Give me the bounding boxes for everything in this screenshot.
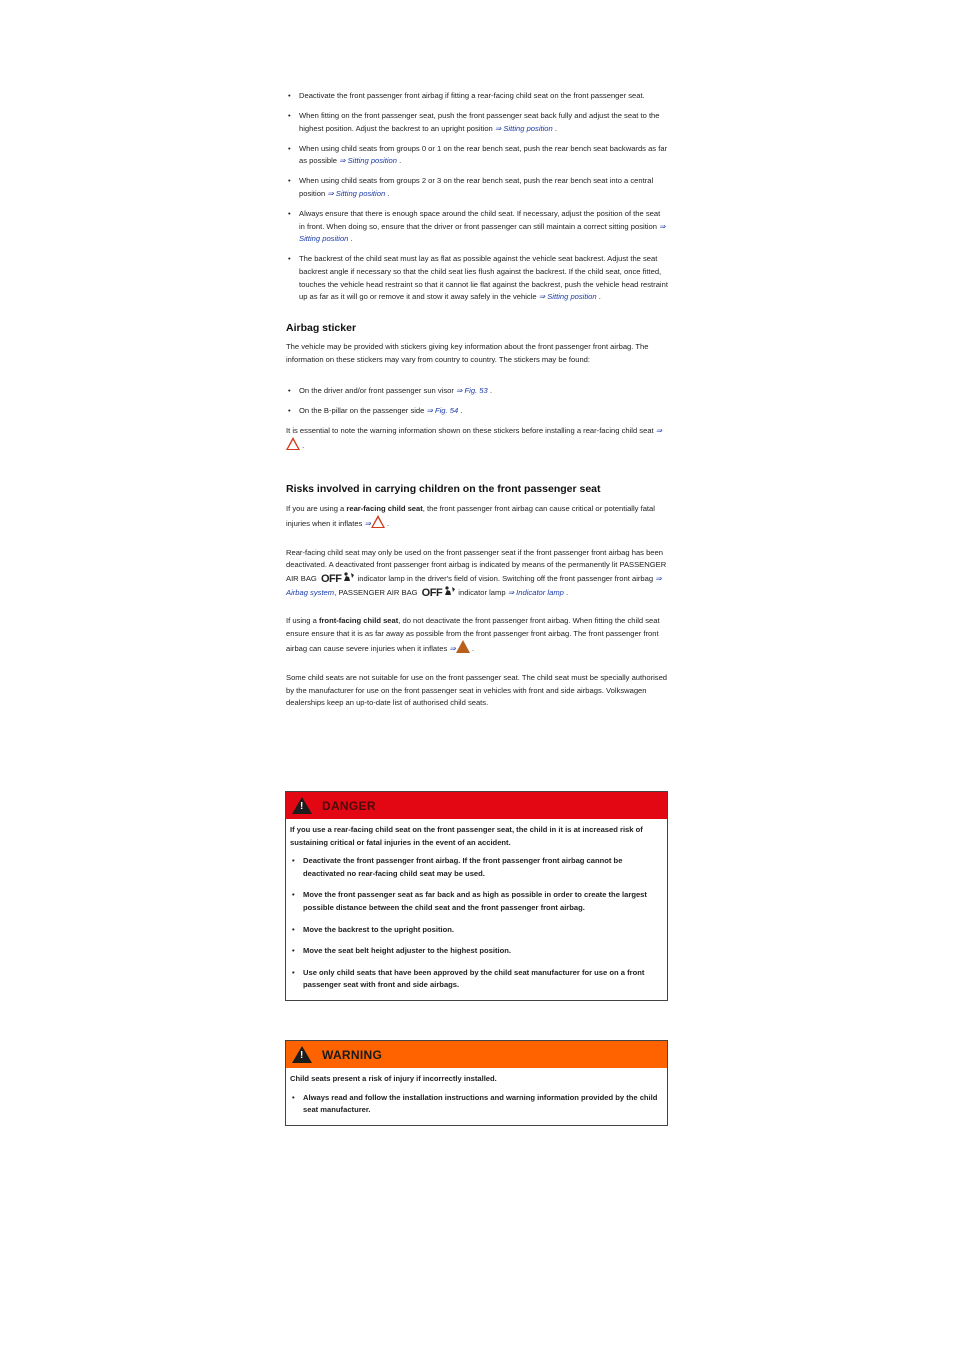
list-item: • Always ensure that there is enough space around the child seat. If necessary, adjust the position of the seat in front. When doing so, ensure that the driver or front passenger can still maintain a correct sitting position ⇒ Sitting position . — [286, 208, 668, 246]
sitting-position-link[interactable]: ⇒ Sitting position — [327, 189, 386, 199]
paragraph: If using a front-facing child seat, do not deactivate the front passenger front airbag. When fitting the child seat ensure ensure that it is as far away as possible from the front passenger front airbag. The front passenger front airbag can cause severe injuries when it inflates ⇒ . — [286, 616, 660, 654]
passenger-airbag-off-icon: OFF — [320, 572, 342, 585]
warning-ref-link[interactable]: ⇒ — [365, 519, 385, 528]
warning-triangle-icon — [371, 515, 385, 528]
paragraph: If you are using a rear-facing child seat, the front passenger front airbag can cause critical or potentially fatal injuries when it inflates ⇒ . — [286, 503, 655, 529]
sitting-position-link[interactable]: ⇒ Sitting position — [339, 156, 397, 166]
sitting-position-link[interactable]: ⇒ Sitting position — [538, 292, 597, 302]
danger-title: DANGER — [322, 798, 376, 813]
warning-header — [286, 1041, 667, 1068]
warning-box — [285, 1040, 668, 1126]
paragraph: Rear-facing child seat may only be used on the front passenger seat if the front passenger front airbag has been deactivated. A deactivated front passenger front airbag is indicated by means of the permanently lit PASSENGER AIR BAG OFF indicator lamp in the driver's field of vision. Switching off the front passenger front airbag ⇒ Airbag system, PASSENGER AIR BAG OFF indicator lamp ⇒ Indicator lamp . — [286, 547, 667, 599]
fig-53-link[interactable]: ⇒ Fig. 53 — [456, 385, 488, 395]
fitting-instructions-list — [286, 90, 668, 304]
section-heading: Airbag sticker — [286, 321, 357, 334]
paragraph: Some child seats are not suitable for use on the front passenger seat. The child seat must be specially authorised by the manufacturer for use on the front passenger seat in vehicles with front and side airbags. Volkswagen dealerships keep an up-to-date list of authorised child seats. — [286, 672, 668, 708]
warning-triangle-icon: ! — [292, 797, 312, 814]
list-item: • Always read and follow the installation instructions and warning information provided by the child seat manufacturer. — [290, 1092, 663, 1117]
airbag-sticker-section — [286, 322, 668, 453]
indicator-lamp-link[interactable]: ⇒ Indicator lamp — [507, 587, 564, 597]
airbag-system-link[interactable]: ⇒ Airbag system — [286, 573, 662, 597]
sitting-position-link[interactable]: ⇒ Sitting position — [494, 123, 553, 133]
list-item: • On the driver and/or front passenger sun visor ⇒ Fig. 53 . — [286, 385, 668, 398]
list-item: • When using child seats from groups 2 or 3 on the rear bench seat, push the rear bench seat into a central position ⇒ Sitting position . — [286, 175, 668, 200]
airbag-person-icon — [444, 586, 456, 596]
danger-intro: If you use a rear-facing child seat on the front passenger seat, the child in it is at increased risk of sustaining critical or fatal injuries in the event of an accident. — [290, 825, 643, 847]
list-item: • Move the seat belt height adjuster to the highest position. — [290, 945, 663, 958]
danger-body — [286, 819, 667, 1000]
warning-ref-link[interactable]: ⇒ — [449, 644, 469, 653]
list-item: • Use only child seats that have been approved by the child seat manufacturer for use on a front passenger seat with front and side airbags. — [290, 967, 663, 992]
list-item: • Deactivate the front passenger front airbag if fitting a rear-facing child seat on the front passenger seat. — [286, 90, 668, 103]
warning-triangle-icon — [456, 640, 470, 653]
fig-54-link[interactable]: ⇒ Fig. 54 — [426, 405, 459, 415]
warning-ref-link[interactable]: ⇒ — [286, 426, 662, 451]
paragraph: It is essential to note the warning information shown on these stickers before installing a rear-facing child seat ⇒ . — [286, 425, 663, 451]
warning-triangle-icon: ! — [292, 1046, 312, 1063]
risks-section — [286, 483, 668, 710]
sitting-position-link[interactable]: ⇒ Sitting position — [299, 221, 666, 244]
sticker-locations-list — [286, 385, 668, 418]
airbag-person-icon — [343, 572, 355, 582]
warning-triangle-icon — [286, 437, 300, 450]
list-item: • Move the front passenger seat as far back and as high as possible in order to create the largest possible distance between the child seat and the front passenger front airbag. — [290, 889, 663, 914]
danger-list — [290, 855, 663, 992]
passenger-airbag-off-icon: OFF — [421, 586, 443, 599]
paragraph: The vehicle may be provided with stickers giving key information about the front passenger front airbag. The information on these stickers may vary from country to country. The stickers may be found: — [286, 342, 649, 364]
warning-title: WARNING — [322, 1047, 383, 1062]
list-item: • On the B-pillar on the passenger side ⇒ Fig. 54 . — [286, 405, 668, 418]
list-item: • The backrest of the child seat must lay as flat as possible against the vehicle seat backrest. Adjust the seat backrest angle if necessary so that the child seat lies flush against the backrest. If the child seat, once fitted, touches the vehicle head restraint so that it cannot lie flat against the backrest, push the vehicle head restraint up as far as it will go or remove it and stow it away safely in the vehicle ⇒ Sitting position . — [286, 253, 668, 303]
manual-page-content — [286, 90, 668, 722]
section-heading: Risks involved in carrying children on the front passenger seat — [286, 482, 601, 495]
danger-box — [285, 791, 668, 1001]
list-item: • Move the backrest to the upright position. — [290, 924, 663, 937]
list-item: • When fitting on the front passenger seat, push the front passenger seat back fully and adjust the seat to the highest position. Adjust the backrest to an upright position ⇒ Sitting position . — [286, 110, 668, 135]
warning-list — [290, 1092, 663, 1117]
list-item: • When using child seats from groups 0 or 1 on the rear bench seat, push the rear bench seat backwards as far as possible ⇒ Sitting position . — [286, 143, 668, 168]
list-item: • Deactivate the front passenger front airbag. If the front passenger front airbag cannot be deactivated no rear-facing child seat may be used. — [290, 855, 663, 880]
danger-header — [286, 792, 667, 819]
warning-intro: Child seats present a risk of injury if incorrectly installed. — [290, 1074, 497, 1083]
warning-body — [286, 1068, 667, 1125]
